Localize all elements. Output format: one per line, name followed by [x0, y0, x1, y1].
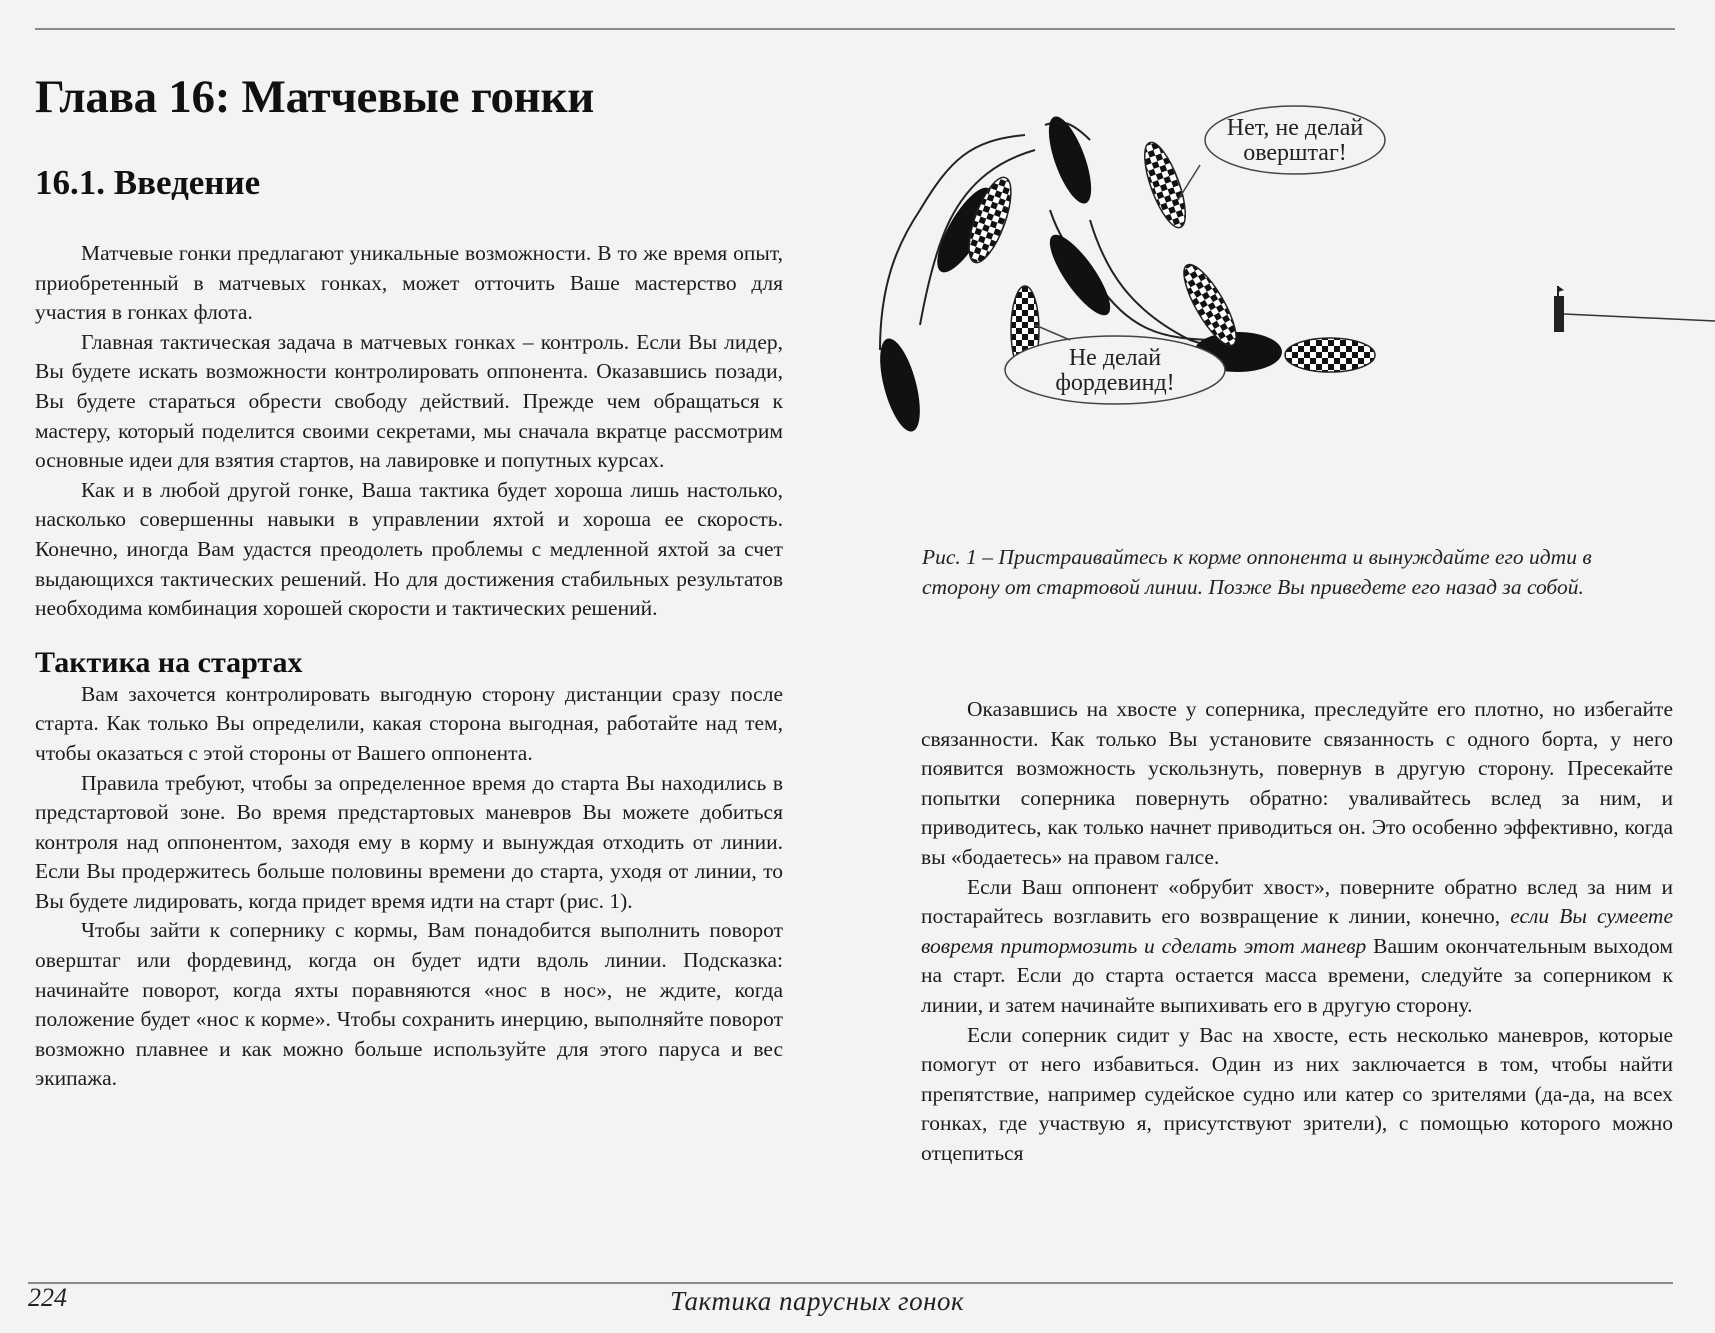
- svg-text:фордевинд!: фордевинд!: [1055, 370, 1175, 396]
- paragraph: Если соперник сидит у Вас на хвосте, есть несколько маневров, которые помогут от него избавиться. Один из них заключается в том, чтобы найти препятствие, например судейское судно или катер со зрителями (да-да, на всех гонках, где участвую я, присутствуют зрители), с помощью которого можно отцепиться: [921, 1022, 1673, 1165]
- chapter-title: Глава 16: Матчевые гонки: [35, 71, 595, 123]
- paragraph: Правила требуют, чтобы за определенное время до старта Вы находились в предстартовой зоне. Во время предстартовых маневров Вы можете добиться контроля над оппонентом, заходя ему в корму и вынуждая отходить от линии. Если Вы продержитесь больше половины времени до старта, уходя от линии, то Вы будете лидировать, когда придет время идти на старт (рис. 1).: [35, 770, 783, 913]
- paragraph: [921, 873, 1673, 1021]
- section-title: 16.1. Введение: [35, 163, 261, 202]
- svg-text:оверштаг!: оверштаг!: [1243, 140, 1347, 166]
- paragraph: Как и в любой другой гонке, Ваша тактика будет хороша лишь настолько, насколько совершенны навыки в управлении яхтой и хороша ее скорость. Конечно, иногда Вам удастся преодолеть проблемы с медленной яхтой за счет выдающихся тактических решений. Но для достижения стабильных результатов необходима комбинация хорошей скорости и тактических решений.: [35, 477, 783, 621]
- left-column: [35, 239, 783, 1094]
- paragraph: Вам захочется контролировать выгодную сторону дистанции сразу после старта. Как только Вы определили, какая сторона выгодная, работайте над тем, чтобы оказаться с этой стороны от Вашего оппонента.: [35, 681, 783, 765]
- footer-rule: [28, 1282, 1673, 1284]
- paragraph: Чтобы зайти к сопернику с кормы, Вам понадобится выполнить поворот оверштаг или фордевинд, когда он будет идти вдоль линии. Подсказка: начинайте поворот, когда яхты поравняются «нос в нос», не ждите, когда положение будет «нос к корме». Чтобы сохранить инерцию, выполняйте поворот возможно плавнее и как можно больше используйте для этого паруса и вес экипажа.: [35, 918, 783, 1091]
- figure-boats-diagram: [860, 100, 1715, 450]
- paragraph-text: Если Ваш оппонент «обрубит хвост», поверните обратно вслед за ним и постарайтесь возглавить его возвращение к линии, конечно,: [921, 874, 1673, 929]
- speech-bubble-top: [1178, 106, 1385, 200]
- figure-caption: Рис. 1 – Пристраивайтесь к корме оппонента и вынуждайте его идти в сторону от стартовой линии. Позже Вы приведете его назад за собой.: [922, 545, 1592, 599]
- paragraph: Матчевые гонки предлагают уникальные возможности. В то же время опыт, приобретенный в матчевых гонках, может отточить Ваше мастерство для участия в гонках флота.: [35, 241, 783, 325]
- start-line-mark-icon: [1554, 286, 1715, 332]
- paragraph-text: Вашим окончательным выходом на старт. Если до старта остается масса времени, следуйте за соперником к линии, и затем начинайте выпихивать его в другую сторону.: [921, 933, 1673, 1017]
- emphasis-text: если Вы сумеете вовремя притормозить и сделать этот маневр: [921, 904, 1673, 958]
- header-rule: [35, 28, 1675, 30]
- subsection-title: Тактика на стартах: [35, 645, 303, 679]
- svg-text:Нет, не делай: Нет, не делай: [1226, 115, 1364, 141]
- page-number: 224: [28, 1283, 67, 1312]
- paragraph: Оказавшись на хвосте у соперника, преследуйте его плотно, но избегайте связанности. Как только Вы установите связанность с одного борта, у него появится возможность ускользнуть, повернув в другую сторону. Пресекайте попытки соперника повернуть обратно: уваливайтесь вслед за ним, и приводитесь, как только начнет приводиться он. Это особенно эффективно, когда вы «бодаетесь» на правом галсе.: [921, 697, 1673, 869]
- running-footer: Тактика парусных гонок: [670, 1286, 965, 1316]
- paragraph: Главная тактическая задача в матчевых гонках – контроль. Если Вы лидер, Вы будете искать возможности контролировать оппонента. Оказавшись позади, Вы будете стараться обрести свободу действий. Прежде чем обращаться к мастеру, который поделится своими секретами, мы сначала вкратце рассмотрим основные идеи для взятия стартов, на лавировке и попутных курсах.: [35, 329, 783, 473]
- svg-text:Не делай: Не делай: [1068, 345, 1162, 371]
- right-column: [921, 695, 1673, 1169]
